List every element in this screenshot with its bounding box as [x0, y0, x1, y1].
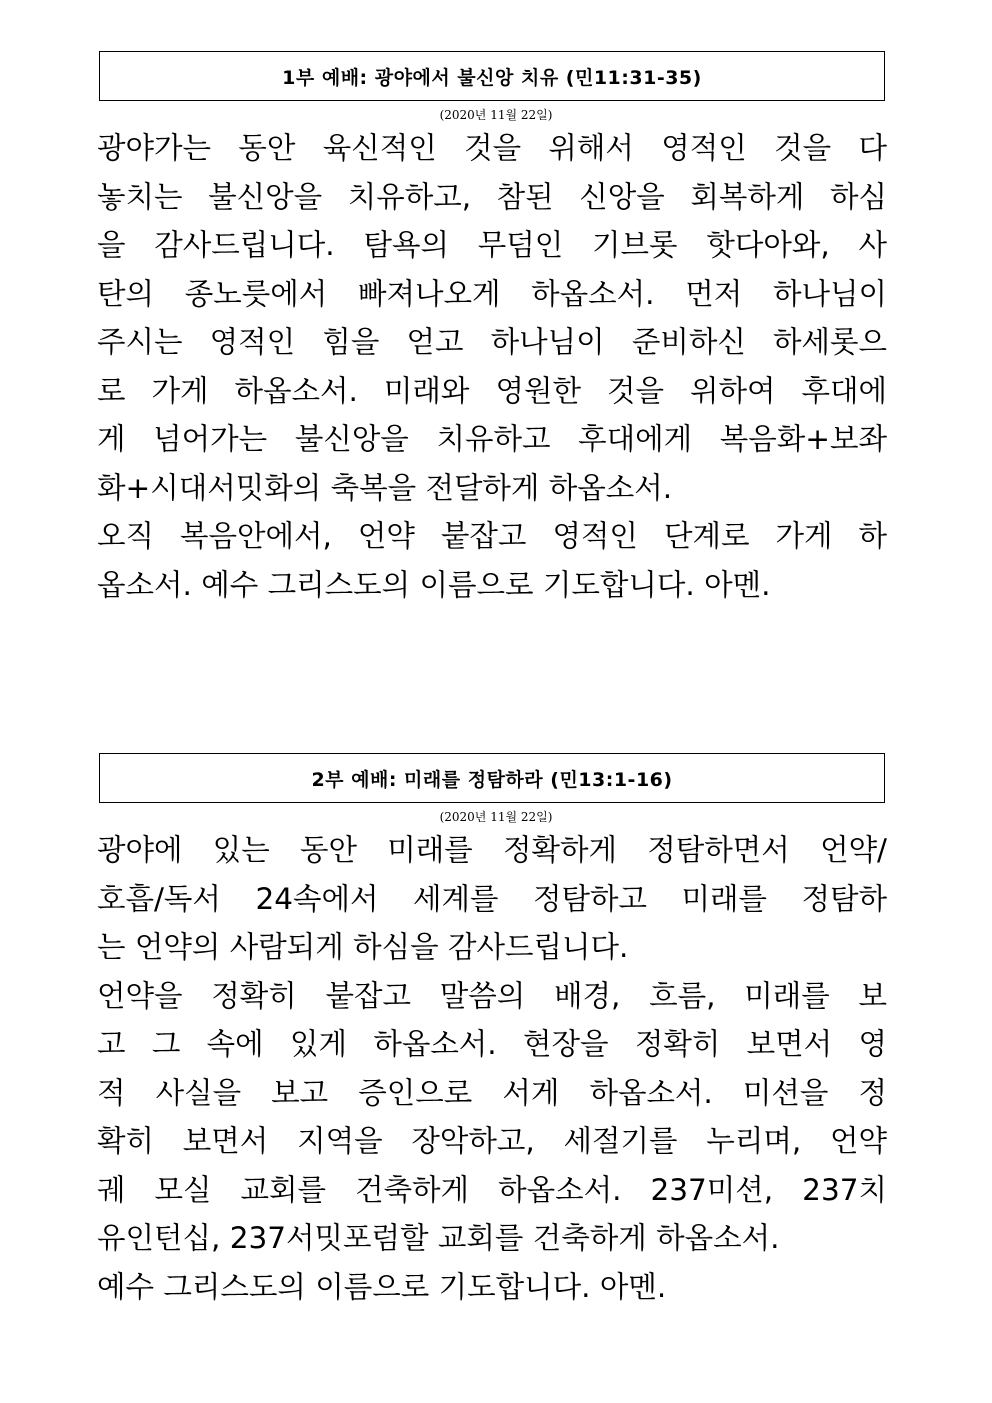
prayer-line: 고 그 속에 있게 하옵소서. 현장을 정확히 보면서 영 [97, 1027, 887, 1061]
prayer-line: 을 감사드립니다. 탐욕의 무덤인 기브롯 핫다아와, 사 [97, 228, 887, 262]
section1-title-box [99, 51, 885, 101]
prayer-line: 로 가게 하옵소서. 미래와 영원한 것을 위하여 후대에 [97, 373, 887, 408]
section1-date: (2020년 11월 22일) [439, 108, 553, 122]
prayer-line: 게 넘어가는 불신앙을 치유하고 후대에게 복음화+보좌 [97, 422, 887, 456]
prayer-line: 화+시대서밋화의 축복을 전달하게 하옵소서. [97, 470, 673, 505]
section1-prayer [97, 124, 887, 609]
section2-date: (2020년 11월 22일) [439, 810, 553, 824]
prayer-line: 호흡/독서 24속에서 세계를 정탐하고 미래를 정탐하 [97, 881, 887, 916]
prayer-line: 언약을 정확히 붙잡고 말씀의 배경, 흐름, 미래를 보 [97, 978, 887, 1013]
prayer-line: 옵소서. 예수 그리스도의 이름으로 기도합니다. 아멘. [97, 567, 771, 602]
section2-title: 2부 예배: 미래를 정탐하라 (민13:1-16) [311, 768, 673, 791]
prayer-line: 궤 모실 교회를 건축하게 하옵소서. 237미션, 237치 [97, 1172, 887, 1207]
section1-title: 1부 예배: 광야에서 불신앙 치유 (민11:31-35) [282, 66, 702, 89]
prayer-line: 놓치는 불신앙을 치유하고, 참된 신앙을 회복하게 하심 [97, 179, 887, 214]
section2-title-box [99, 753, 885, 803]
prayer-line: 주시는 영적인 힘을 얻고 하나님이 준비하신 하세롯으 [97, 325, 887, 359]
prayer-line: 탄의 종노릇에서 빠져나오게 하옵소서. 먼저 하나님이 [97, 276, 887, 311]
prayer-line: 예수 그리스도의 이름으로 기도합니다. 아멘. [97, 1269, 667, 1304]
section2-prayer [97, 826, 887, 1311]
prayer-line: 확히 보면서 지역을 장악하고, 세절기를 누리며, 언약 [97, 1124, 887, 1158]
prayer-line: 는 언약의 사람되게 하심을 감사드립니다. [97, 930, 629, 964]
prayer-line: 적 사실을 보고 증인으로 서게 하옵소서. 미션을 정 [97, 1075, 887, 1110]
prayer-line: 유인턴십, 237서밋포럼할 교회를 건축하게 하옵소서. [97, 1221, 780, 1255]
prayer-line: 오직 복음안에서, 언약 붙잡고 영적인 단계로 가게 하 [97, 519, 887, 553]
prayer-line: 광야에 있는 동안 미래를 정확하게 정탐하면서 언약/ [97, 833, 887, 867]
prayer-line: 광야가는 동안 육신적인 것을 위해서 영적인 것을 다 [97, 131, 887, 165]
